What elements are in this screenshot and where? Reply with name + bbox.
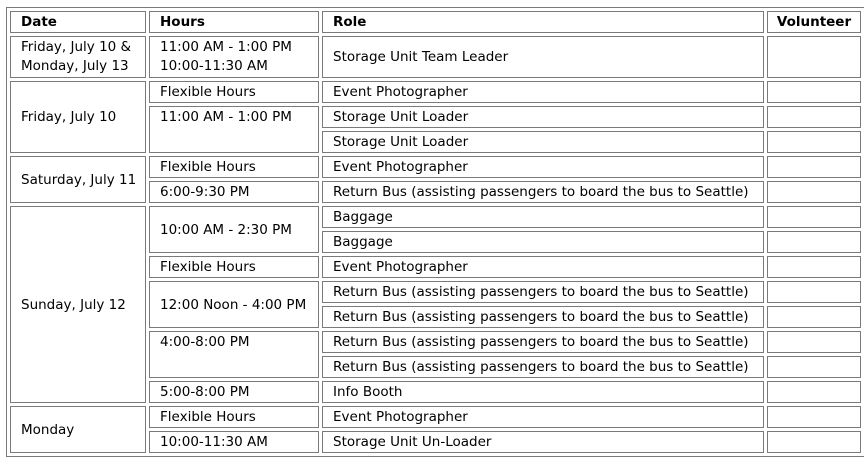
- hours-cell: 6:00-9:30 PM: [149, 181, 319, 203]
- volunteer-cell[interactable]: [767, 181, 861, 203]
- role-cell: Event Photographer: [322, 156, 764, 178]
- header-row: [10, 11, 861, 33]
- role-cell: Return Bus (assisting passengers to board the bus to Seattle): [322, 331, 764, 353]
- table-row: [10, 206, 861, 228]
- table-row: [10, 36, 861, 78]
- hours-cell: 4:00-8:00 PM: [149, 331, 319, 378]
- volunteer-cell[interactable]: [767, 106, 861, 128]
- hours-cell: Flexible Hours: [149, 156, 319, 178]
- volunteer-cell[interactable]: [767, 36, 861, 78]
- volunteer-cell[interactable]: [767, 206, 861, 228]
- role-cell: Storage Unit Loader: [322, 131, 764, 153]
- role-cell: Return Bus (assisting passengers to board the bus to Seattle): [322, 356, 764, 378]
- hours-line: 10:00-11:30 AM: [160, 58, 268, 74]
- role-cell: Baggage: [322, 231, 764, 253]
- hours-cell: Flexible Hours: [149, 256, 319, 278]
- volunteer-cell[interactable]: [767, 131, 861, 153]
- hours-cell: Flexible Hours: [149, 81, 319, 103]
- volunteer-cell[interactable]: [767, 356, 861, 378]
- hours-cell: 5:00-8:00 PM: [149, 381, 319, 403]
- volunteer-cell[interactable]: [767, 281, 861, 303]
- role-cell: Return Bus (assisting passengers to board the bus to Seattle): [322, 281, 764, 303]
- hours-cell: [149, 36, 319, 78]
- volunteer-cell[interactable]: [767, 381, 861, 403]
- volunteer-cell[interactable]: [767, 306, 861, 328]
- date-line: Monday, July 13: [21, 58, 129, 74]
- date-cell: [10, 36, 146, 78]
- hours-cell: 11:00 AM - 1:00 PM: [149, 106, 319, 153]
- role-cell: Return Bus (assisting passengers to board the bus to Seattle): [322, 181, 764, 203]
- hours-cell: 10:00-11:30 AM: [149, 431, 319, 453]
- role-cell: Storage Unit Team Leader: [322, 36, 764, 78]
- volunteer-cell[interactable]: [767, 256, 861, 278]
- header-role: Role: [322, 11, 764, 33]
- volunteer-cell[interactable]: [767, 331, 861, 353]
- volunteer-schedule-table: [6, 7, 864, 457]
- header-date: Date: [10, 11, 146, 33]
- role-cell: Event Photographer: [322, 406, 764, 428]
- volunteer-cell[interactable]: [767, 406, 861, 428]
- header-hours: Hours: [149, 11, 319, 33]
- date-cell: Monday: [10, 406, 146, 453]
- table-row: [10, 156, 861, 178]
- header-volunteer: Volunteer: [767, 11, 861, 33]
- date-cell: Saturday, July 11: [10, 156, 146, 203]
- date-line: Friday, July 10 &: [21, 39, 132, 55]
- date-cell: Sunday, July 12: [10, 206, 146, 403]
- schedule-wrapper: [6, 7, 864, 457]
- role-cell: Info Booth: [322, 381, 764, 403]
- role-cell: Storage Unit Loader: [322, 106, 764, 128]
- volunteer-cell[interactable]: [767, 231, 861, 253]
- role-cell: Event Photographer: [322, 256, 764, 278]
- hours-cell: Flexible Hours: [149, 406, 319, 428]
- role-cell: Baggage: [322, 206, 764, 228]
- role-cell: Event Photographer: [322, 81, 764, 103]
- date-cell: Friday, July 10: [10, 81, 146, 153]
- hours-line: 11:00 AM - 1:00 PM: [160, 39, 292, 55]
- volunteer-cell[interactable]: [767, 156, 861, 178]
- table-row: [10, 81, 861, 103]
- volunteer-cell[interactable]: [767, 431, 861, 453]
- hours-cell: 12:00 Noon - 4:00 PM: [149, 281, 319, 328]
- role-cell: Return Bus (assisting passengers to board the bus to Seattle): [322, 306, 764, 328]
- table-row: [10, 406, 861, 428]
- role-cell: Storage Unit Un-Loader: [322, 431, 764, 453]
- hours-cell: 10:00 AM - 2:30 PM: [149, 206, 319, 253]
- volunteer-cell[interactable]: [767, 81, 861, 103]
